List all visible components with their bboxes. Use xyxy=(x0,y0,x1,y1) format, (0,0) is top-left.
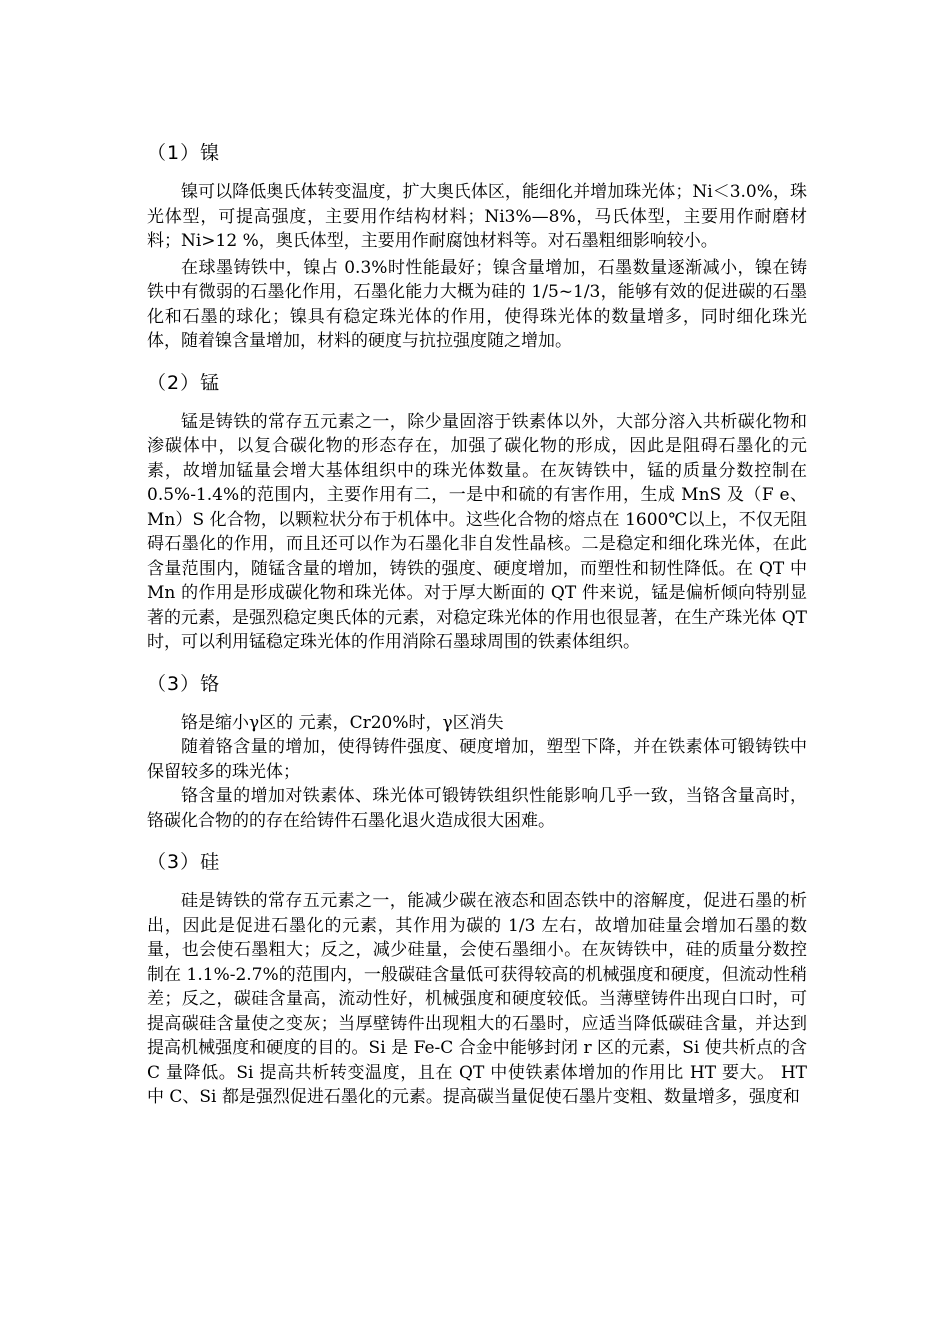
paragraph: 镍可以降低奥氏体转变温度，扩大奥氏体区，能细化并增加珠光体；Ni＜3.0%，珠光体型，可提高强度，主要用作结构材料；Ni3%—8%，马氏体型，主要用作耐磨材料；Ni>12 %，奥氏体型，主要用作耐腐蚀材料等。对石墨粗细影响较小。 xyxy=(147,182,807,251)
paragraph: 铬含量的增加对铁素体、珠光体可锻铸铁组织性能影响几乎一致，当铬含量高时，铬碳化合物的的存在给铸件石墨化退火造成很大困难。 xyxy=(147,786,807,831)
section-heading: （3）铬 xyxy=(147,672,221,695)
paragraph: 铬是缩小γ区的 元素，Cr20%时，γ区消失 xyxy=(181,712,504,733)
section-manganese xyxy=(147,368,807,655)
section-chromium xyxy=(147,669,807,834)
paragraph: 在球墨铸铁中，镍占 0.3%时性能最好；镍含量增加，石墨数量逐渐减小，镍在铸铁中有微弱的石墨化作用，石墨化能力大概为硅的 1/5~1/3，能够有效的促进碳的石墨化和石墨的球化；镍具有稳定珠光体的作用，使得珠光体的数量增多，同时细化珠光体，随着镍含量增加，材料的硬度与抗拉强度随之增加。 xyxy=(147,257,807,351)
paragraph: 硅是铸铁的常存五元素之一，能减少碳在液态和固态铁中的溶解度，促进石墨的析出，因此是促进石墨化的元素，其作用为碳的 1/3 左右，故增加硅量会增加石墨的数量，也会使石墨粗大；反之，减少硅量，会使石墨细小。在灰铸铁中，硅的质量分数控制在 1.1%-2.7%的范围内，一般碳硅含量低可获得较高的机械强度和硬度，但流动性稍差；反之，碳硅含量高，流动性好，机械强度和硬度较低。当薄壁铸件出现白口时，可提高碳硅含量使之变灰；当厚壁铸件出现粗大的石墨时，应适当降低碳硅含量，并达到提高机械强度和硬度的目的。Si 是 Fe-C 合金中能够封闭 r 区的元素，Si 使共析点的含 C 量降低。Si 提高共析转变温度，且在 QT 中使铁素体增加的作用比 HT 要大。 HT 中 C、Si 都是强烈促进石墨化的元素。提高碳当量促使石墨片变粗、数量增多，强度和 xyxy=(147,891,807,1107)
paragraph: 随着铬含量的增加，使得铸件强度、硬度增加，塑型下降，并在铁素体可锻铸铁中保留较多的珠光体； xyxy=(147,737,807,782)
section-heading: （2）锰 xyxy=(147,371,221,394)
paragraph: 锰是铸铁的常存五元素之一，除少量固溶于铁素体以外，大部分溶入共析碳化物和渗碳体中，以复合碳化物的形态存在，加强了碳化物的形成，因此是阻碍石墨化的元素，故增加锰量会增大基体组织中的珠光体数量。在灰铸铁中，锰的质量分数控制在 0.5%-1.4%的范围内，主要作用有二，一是中和硫的有害作用，生成 MnS 及（F e、Mn）S 化合物，以颗粒状分布于机体中。这些化合物的熔点在 1600℃以上，不仅无阻碍石墨化的作用，而且还可以作为石墨化非自发性晶核。二是稳定和细化珠光体，在此含量范围内，随锰含量的增加，铸铁的强度、硬度增加，而塑性和韧性降低。在 QT 中 Mn 的作用是形成碳化物和珠光体。对于厚大断面的 QT 件来说，锰是偏析倾向特别显著的元素，是强烈稳定奥氏体的元素，对稳定珠光体的作用也很显著，在生产珠光体 QT 时，可以利用锰稳定珠光体的作用消除石墨球周围的铁素体组织。 xyxy=(147,411,807,652)
section-silicon xyxy=(147,847,807,1110)
document-page xyxy=(147,138,807,1124)
section-nickel xyxy=(147,138,807,354)
section-heading: （1）镍 xyxy=(147,142,221,164)
section-heading: （3）硅 xyxy=(147,851,221,873)
